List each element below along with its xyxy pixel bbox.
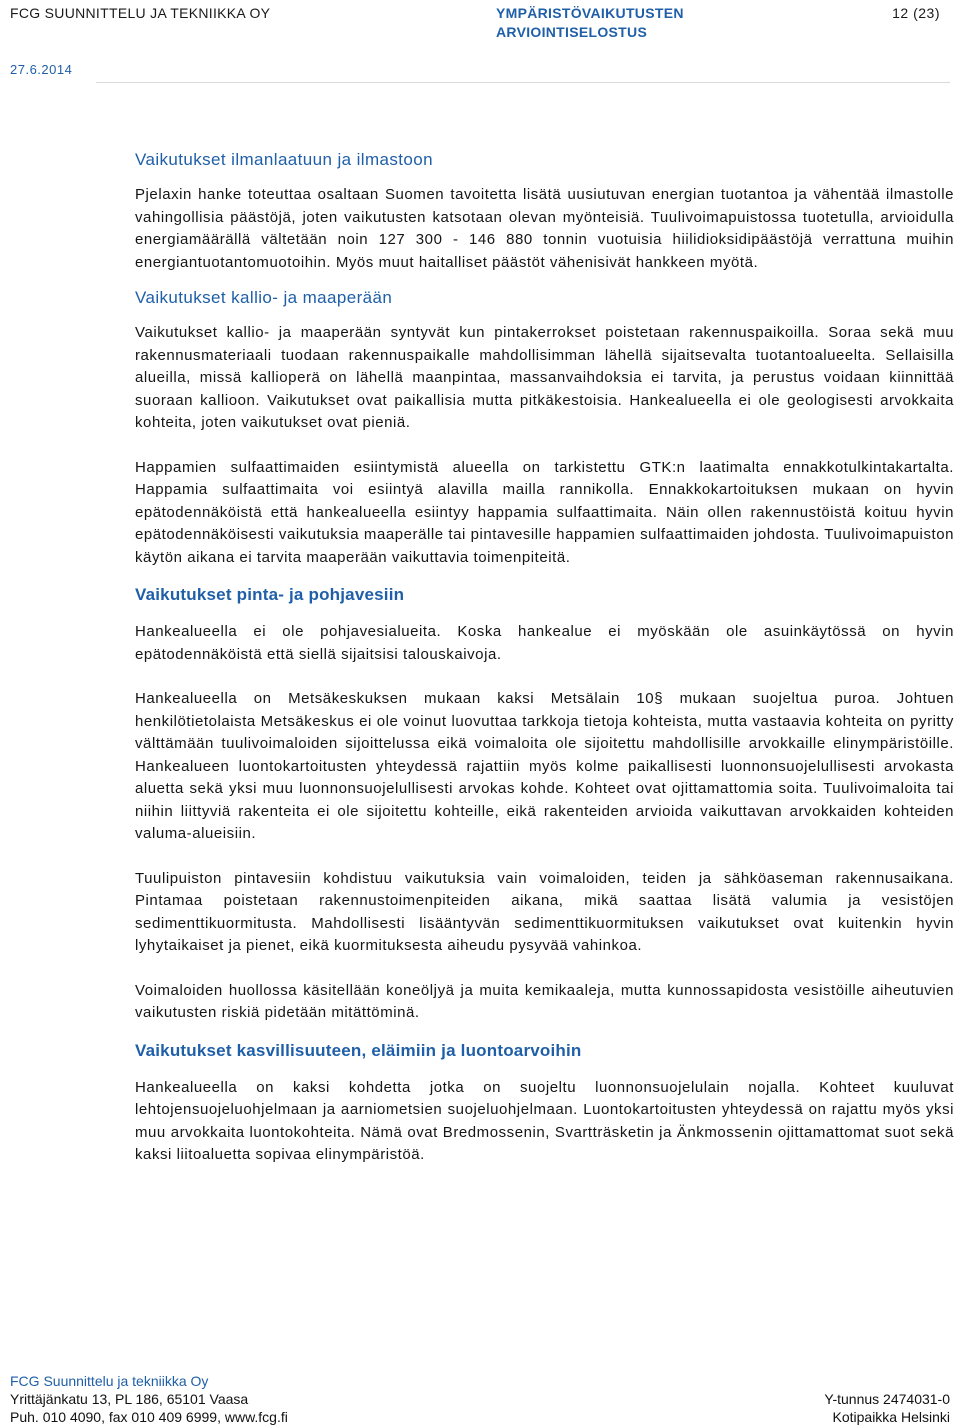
header-document-title: [496, 4, 684, 42]
footer-phone: Puh. 010 4090, fax 010 409 6999, www.fcg.fi: [10, 1409, 288, 1425]
document-date: 27.6.2014: [10, 62, 73, 77]
page-number: 12 (23): [892, 5, 940, 21]
paragraph: Hankealueella on Metsäkeskuksen mukaan kaksi Metsälain 10§ mukaan suojeltua puroa. Johtuen henkilötietolaista Metsäkeskus ei ole voinut luovuttaa tarkkoja tietoja kohteista, mutta vastaavia kohteita on pyritty välttämään tuulivoimaloiden sijoittelussa eikä voimaloita ole sijoitettu mahdollisille arvokkaille elinympäristöille. Hankealueen luontokartoitusten yhteydessä rajattiin myös kolme paikallisesti luonnonsuojelullisesti arvokasta aluetta sekä yksi muu luonnonsuojelullisesti arvokas kohde. Kohteet ovat ojittamattomia soita. Tuulivoimaloita tai niihin liittyviä rakenteita ei ole sijoitettu kohteille, eikä rakenteiden arvioida vaikuttavan arvokkaiden kohteiden valuma-alueisiin.: [135, 690, 954, 842]
paragraph: Pjelaxin hanke toteuttaa osaltaan Suomen tavoitetta lisätä uusiutuvan energian tuotantoa ja vähentää ilmastolle vahingollisia päästöjä, joten vaikutusten katsotaan olevan myönteisiä. Tuulivoimapuistossa tuotetulla, arvioidulla energiamäärällä vältetään noin 127 300 - 146 880 tonnin vuotuisia hiilidioksidipäästöjä verrattuna muihin energiantuotantomuotoihin. Myös muut haitalliset päästöt vähenisivät hankkeen myötä.: [135, 186, 954, 271]
header-company: FCG SUUNNITTELU JA TEKNIIKKA OY: [10, 5, 271, 21]
paragraph: Vaikutukset kallio- ja maaperään syntyvät kun pintakerrokset poistetaan rakennuspaikoilla. Soraa sekä muu rakennusmateriaali tuodaan rakennuspaikalle mahdollisimman lähellä sijaitsevalta tuotantoalueelta. Sellaisilla alueilla, missä kallioperä on lähellä maanpintaa, massanvaihdoksia ei tarvita, ja perustus voidaan kiinnittää suoraan kallioon. Vaikutukset ovat paikallisia mutta pitkäkestoisia. Hankealueella ei ole geologisesti arvokkaita kohteita, joten vaikutukset ovat pieniä.: [135, 324, 954, 431]
paragraph: Tuulipuiston pintavesiin kohdistuu vaikutuksia vain voimaloiden, teiden ja sähköaseman rakennusaikana. Pintamaa poistetaan rakennustoimenpiteiden aikana, mikä saattaa lisätä valumia ja vesistöjen sedimenttikuormitusta. Mahdollisesti lisääntyvän sedimenttikuormituksen vaikutukset ovat kuitenkin hyvin lyhytaikaiset ja pienet, eikä kuormituksesta aiheudu pysyvää vahinkoa.: [135, 869, 954, 954]
section-heading-water: Vaikutukset pinta- ja pohjavesiin: [135, 585, 405, 604]
footer-company: FCG Suunnittelu ja tekniikka Oy: [10, 1373, 209, 1389]
header-divider: [96, 82, 950, 83]
section-heading-vegetation-fauna: Vaikutukset kasvillisuuteen, eläimiin ja luontoarvoihin: [135, 1040, 582, 1060]
footer-row-2: [10, 1408, 950, 1426]
page-footer: [10, 1372, 950, 1426]
footer-business-id: Y-tunnus 2474031-0: [824, 1391, 950, 1407]
footer-domicile: Kotipaikka Helsinki: [832, 1409, 950, 1425]
header-title-line-2: ARVIOINTISELOSTUS: [496, 24, 648, 40]
page-header: [0, 0, 960, 80]
section-heading-bedrock-soil: Vaikutukset kallio- ja maaperään: [135, 288, 393, 307]
header-title-line-1: YMPÄRISTÖVAIKUTUSTEN: [496, 5, 684, 21]
footer-address: Yrittäjänkatu 13, PL 186, 65101 Vaasa: [10, 1391, 249, 1407]
paragraph: Hankealueella ei ole pohjavesialueita. Koska hankealue ei myöskään ole asuinkäytössä on hyvin epätodennäköistä että siellä sijaitsisi talouskaivoja.: [135, 623, 954, 663]
section-heading-air-climate: Vaikutukset ilmanlaatuun ja ilmastoon: [135, 150, 433, 169]
footer-row-1: [10, 1390, 950, 1408]
paragraph: Happamien sulfaattimaiden esiintymistä alueella on tarkistettu GTK:n laatimalta ennakkotulkintakartalta. Happamia sulfaattimaita voi esiintyä alavilla mailla rannikolla. Ennakkokartoituksen mukaan on hyvin epätodennäköistä että hankealueella esiintyy happamia sulfaattimaita. Näin ollen rakennustöistä koituu hyvin epätodennäköisesti vaikutuksia maaperälle tai pintavesille happamien sulfaattimaiden johdosta. Tuulivoimapuiston käytön aikana ei tarvita maaperään vaikuttavia toimenpiteitä.: [135, 458, 954, 566]
paragraph: Voimaloiden huollossa käsitellään koneöljyä ja muita kemikaaleja, mutta kunnossapidosta vesistöille aiheutuvien vaikutusten riskiä pidetään mitättöminä.: [135, 981, 954, 1021]
paragraph: Hankealueella on kaksi kohdetta jotka on suojeltu luonnonsuojelulain nojalla. Kohteet kuuluvat lehtojensuojeluohjelmaan ja aarniometsien suojeluohjelmaan. Luontokartoitusten yhteydessä on rajattu myös yksi muu arvokkaita luontokohteita. Nämä ovat Bredmossenin, Svartträsketin ja Änkmossenin ojittamattomat suot sekä kaksi liitoaluetta sopivaa elinympäristöä.: [135, 1078, 954, 1163]
document-body: [135, 150, 954, 1167]
